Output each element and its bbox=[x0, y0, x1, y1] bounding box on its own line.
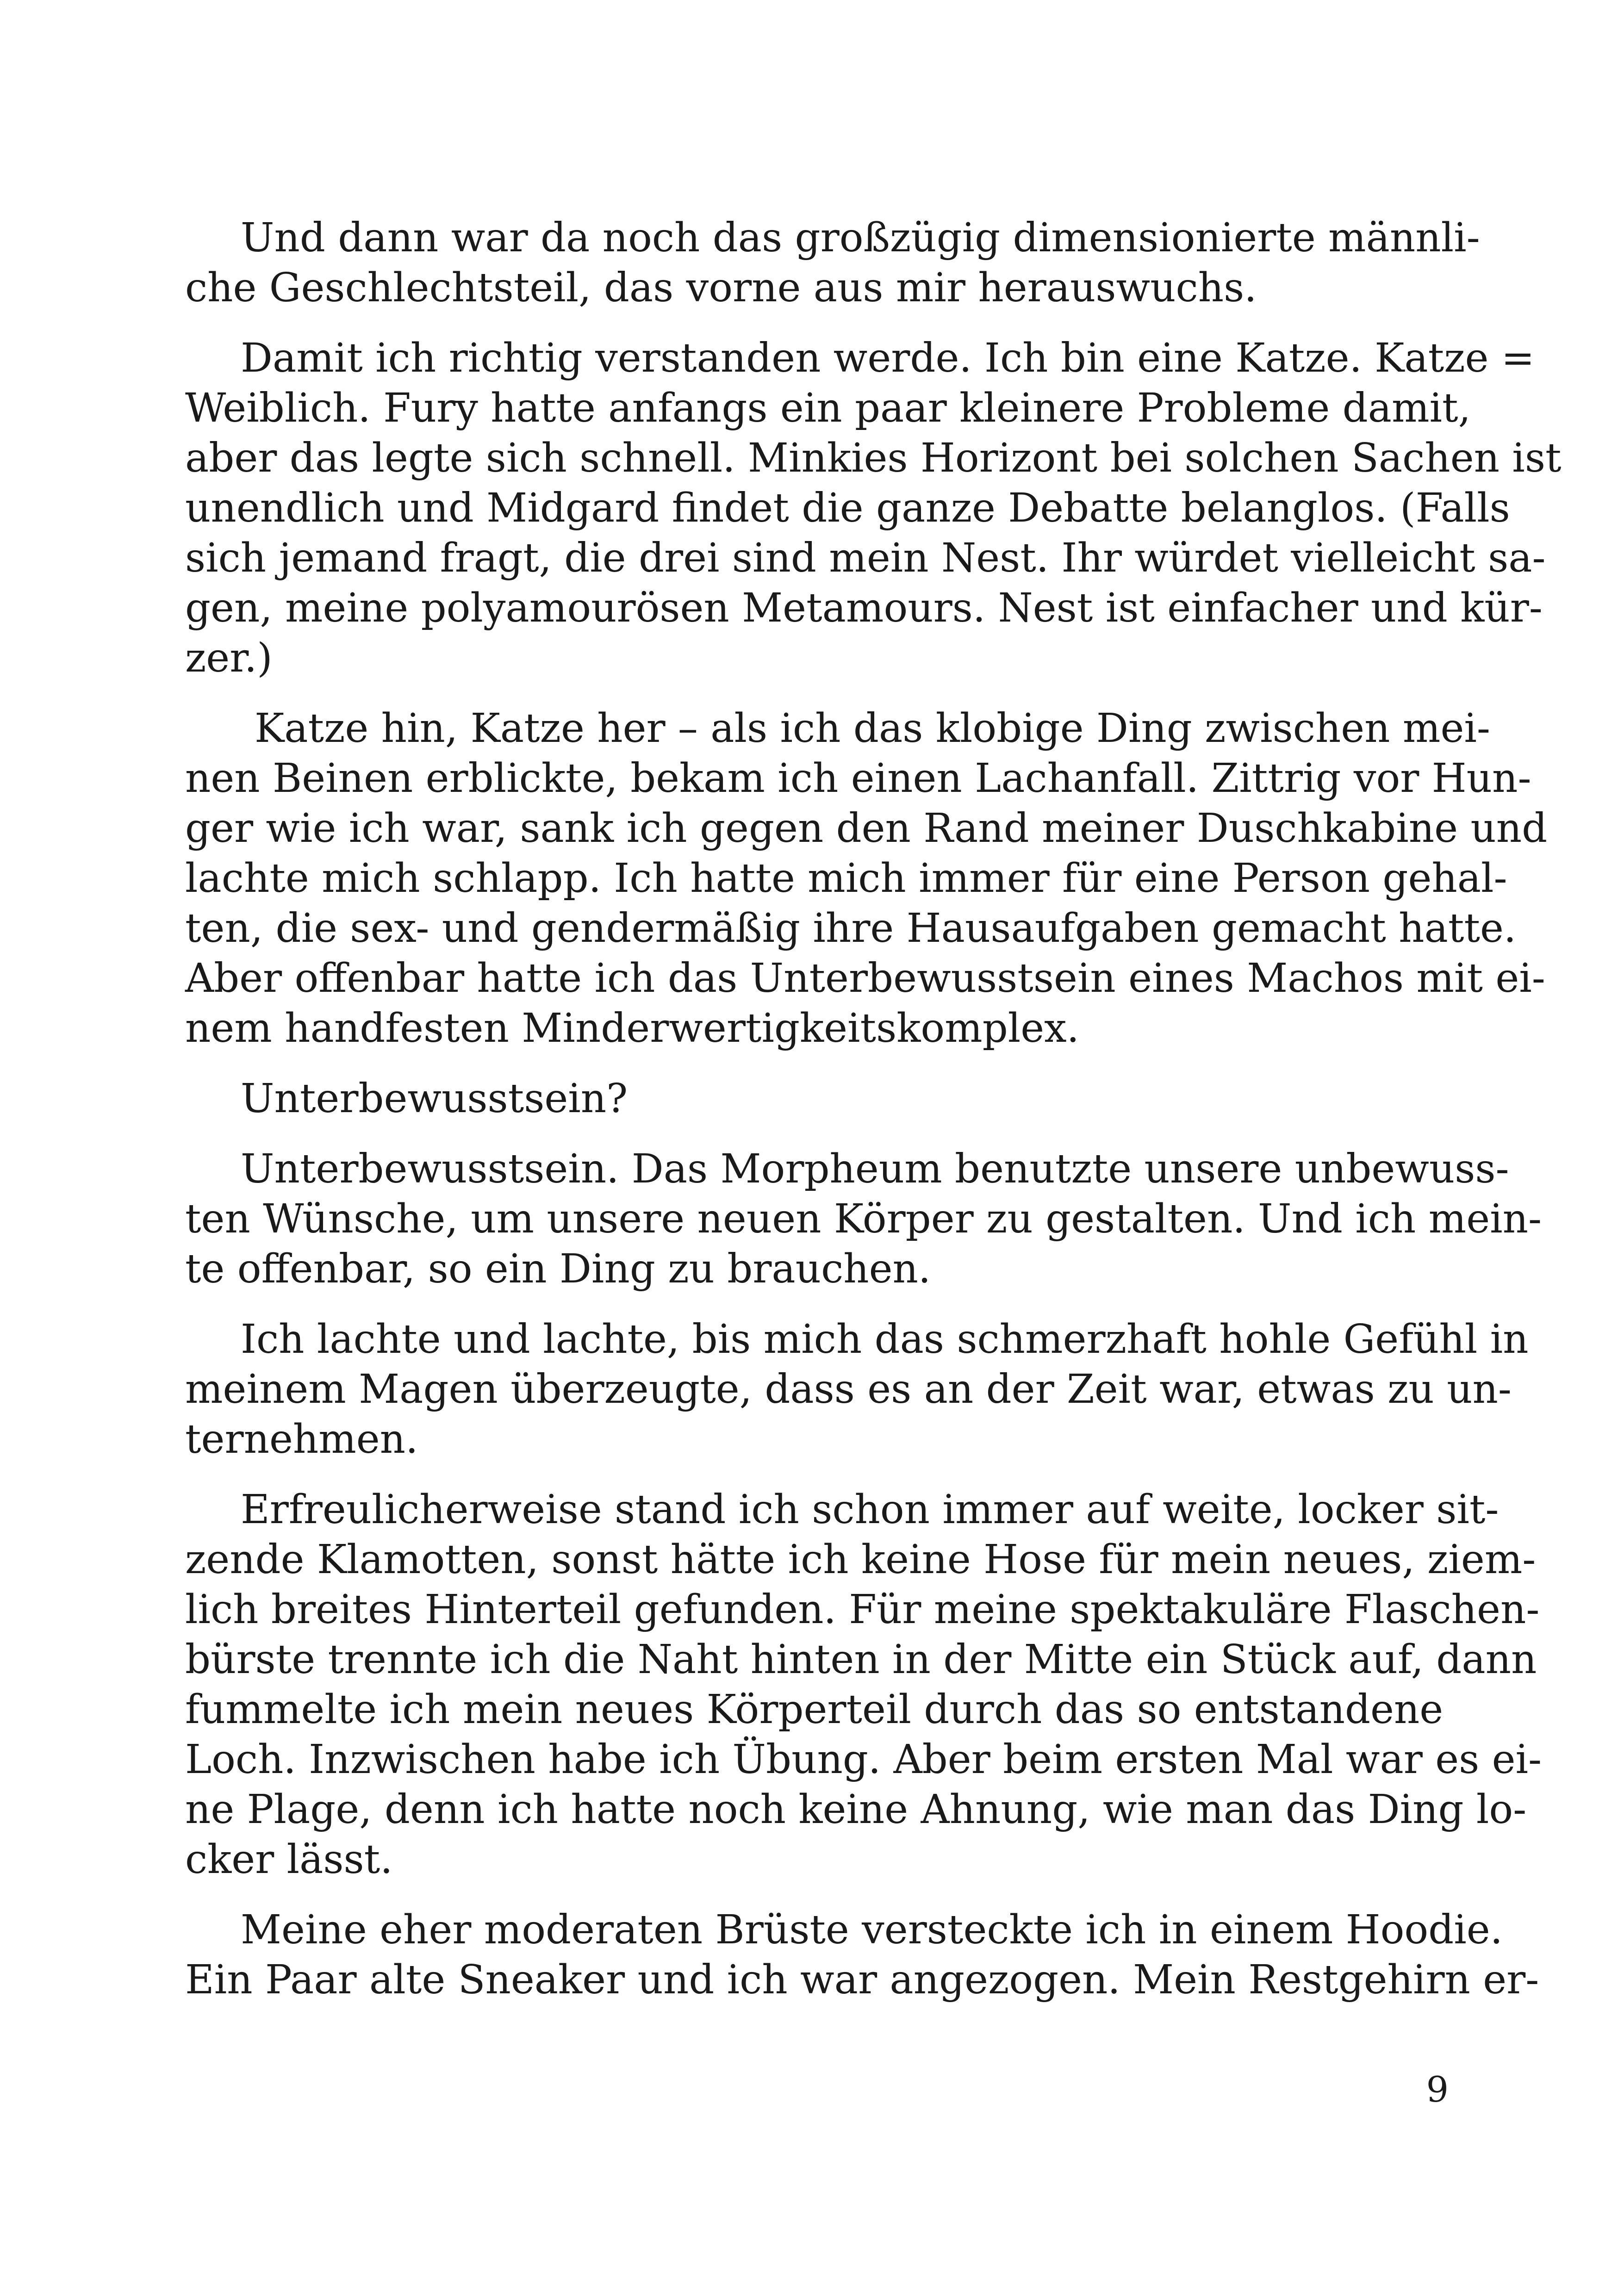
text-line: Loch. Inzwischen habe ich Übung. Aber beim ersten Mal war es ei- bbox=[185, 1736, 1542, 1783]
paragraph-3 bbox=[185, 703, 1548, 1053]
text-line: gen, meine polyamourösen Metamours. Nest ist einfacher und kür- bbox=[185, 585, 1543, 631]
text-line: te offenbar, so ein Ding zu brauchen. bbox=[185, 1246, 931, 1292]
book-page-body bbox=[185, 213, 1562, 2025]
paragraph-1 bbox=[185, 213, 1480, 313]
text-line: bürste trennte ich die Naht hinten in der Mitte ein Stück auf, dann bbox=[185, 1636, 1537, 1683]
text-line: Katze hin, Katze her – als ich das klobige Ding zwischen mei- bbox=[255, 705, 1490, 752]
paragraph-7 bbox=[185, 1485, 1542, 1885]
text-line: Erfreulicherweise stand ich schon immer auf weite, locker sit- bbox=[241, 1487, 1499, 1533]
paragraph-2 bbox=[185, 333, 1562, 683]
text-line: Weiblich. Fury hatte anfangs ein paar kleinere Probleme damit, bbox=[185, 385, 1471, 431]
text-line: ternehmen. bbox=[185, 1416, 418, 1462]
text-line: Ein Paar alte Sneaker und ich war angezogen. Mein Restgehirn er- bbox=[185, 1957, 1539, 2003]
text-line: Aber offenbar hatte ich das Unterbewusstsein eines Machos mit ei- bbox=[185, 955, 1545, 1002]
text-line: nem handfesten Minderwertigkeitskomplex. bbox=[185, 1005, 1079, 1052]
paragraph-8 bbox=[185, 1905, 1539, 2005]
text-line: cker lässt. bbox=[185, 1836, 393, 1883]
text-line: Ich lachte und lachte, bis mich das schmerzhaft hohle Gefühl in bbox=[241, 1316, 1529, 1363]
text-line: Und dann war da noch das großzügig dimensionierte männli- bbox=[241, 215, 1480, 261]
text-line: sich jemand fragt, die drei sind mein Nest. Ihr würdet vielleicht sa- bbox=[185, 535, 1546, 581]
text-line: ten, die sex- und gendermäßig ihre Hausaufgaben gemacht hatte. bbox=[185, 905, 1517, 952]
text-line: ne Plage, denn ich hatte noch keine Ahnung, wie man das Ding lo- bbox=[185, 1786, 1527, 1833]
text-line: unendlich und Midgard findet die ganze Debatte belanglos. (Falls bbox=[185, 485, 1510, 531]
text-line: zer.) bbox=[185, 635, 273, 681]
text-line: fummelte ich mein neues Körperteil durch das so entstandene bbox=[185, 1686, 1444, 1733]
text-line: aber das legte sich schnell. Minkies Horizont bei solchen Sachen ist bbox=[185, 435, 1562, 481]
page-number: 9 bbox=[1426, 2069, 1449, 2110]
paragraph-4 bbox=[185, 1074, 1435, 1124]
text-line: nen Beinen erblickte, bekam ich einen Lachanfall. Zittrig vor Hun- bbox=[185, 755, 1531, 802]
text-line: zende Klamotten, sonst hätte ich keine Hose für mein neues, ziem- bbox=[185, 1537, 1536, 1583]
text-line: lich breites Hinterteil gefunden. Für meine spektakuläre Flaschen- bbox=[185, 1587, 1540, 1633]
text-line: Meine eher moderaten Brüste versteckte ich in einem Hoodie. bbox=[241, 1907, 1503, 1953]
text-line: Unterbewusstsein? bbox=[241, 1076, 628, 1122]
text-line: che Geschlechtsteil, das vorne aus mir herauswuchs. bbox=[185, 265, 1257, 311]
text-line: lachte mich schlapp. Ich hatte mich immer für eine Person gehal- bbox=[185, 855, 1507, 902]
paragraph-6 bbox=[185, 1314, 1529, 1464]
text-line: Unterbewusstsein. Das Morpheum benutzte unsere unbewuss- bbox=[241, 1146, 1509, 1192]
text-line: Damit ich richtig verstanden werde. Ich bin eine Katze. Katze = bbox=[241, 335, 1535, 381]
paragraph-5 bbox=[185, 1144, 1542, 1294]
text-line: ger wie ich war, sank ich gegen den Rand meiner Duschkabine und bbox=[185, 805, 1548, 852]
text-line: ten Wünsche, um unsere neuen Körper zu gestalten. Und ich mein- bbox=[185, 1196, 1542, 1242]
text-line: meinem Magen überzeugte, dass es an der Zeit war, etwas zu un- bbox=[185, 1366, 1512, 1412]
